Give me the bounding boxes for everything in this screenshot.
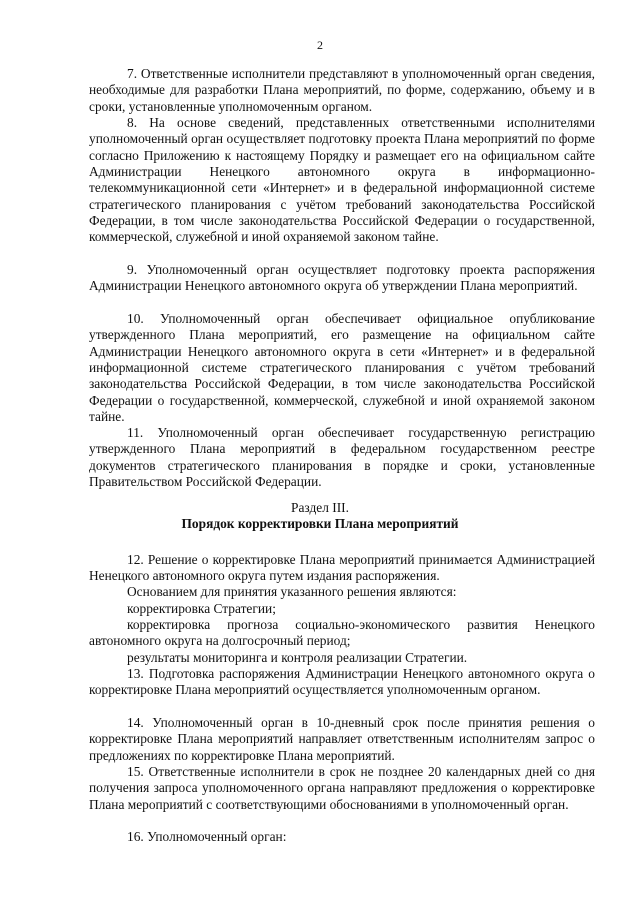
paragraph-13: 13. Подготовка распоряжения Администрации Ненецкого автономного округа о корректировке Плана мероприятий осуществляется уполномоченным органом. [89,666,595,698]
page-number: 2 [317,38,323,52]
paragraph-10: 10. Уполномоченный орган обеспечивает официальное опубликование утвержденного Плана мероприятий, его размещение на официальном сайте Администрации Ненецкого автономного округа в сети «Интернет» и в федеральной информационной системе стратегического планирования с учётом требований законодательства Российской Федерации, в том числе законодательства Российской Федерации о государственной, коммерческой, служебной и иной охраняемой законом тайне. [89,311,595,425]
grounds-intro: Основанием для принятия указанного решения являются: [127,584,457,599]
section-heading: Раздел III. [291,500,349,515]
paragraph-16: 16. Уполномоченный орган: [127,829,287,844]
ground-forecast: корректировка прогноза социально-экономического развития Ненецкого автономного округа на долгосрочный период; [89,617,595,649]
ground-strategy: корректировка Стратегии; [127,601,276,616]
paragraph-11: 11. Уполномоченный орган обеспечивает государственную регистрацию утвержденного Плана мероприятий в федеральном государственном реестре документов стратегического планирования в порядке и сроки, установленные Правительством Российской Федерации. [89,425,595,490]
section-title: Порядок корректировки Плана мероприятий [181,516,459,531]
paragraph-9: 9. Уполномоченный орган осуществляет подготовку проекта распоряжения Администрации Ненецкого автономного округа об утверждении Плана мероприятий. [89,262,595,294]
paragraph-15: 15. Ответственные исполнители в срок не позднее 20 календарных дней со дня получения запроса уполномоченного органа направляют предложения о корректировке Плана мероприятий с соответствующими обоснованиями в уполномоченный орган. [89,764,595,812]
paragraph-7: 7. Ответственные исполнители представляют в уполномоченный орган сведения, необходимые для разработки Плана мероприятий, по форме, содержанию, объему и в сроки, установленные уполномоченным органом. [89,66,595,114]
ground-monitoring: результаты мониторинга и контроля реализации Стратегии. [127,650,468,665]
paragraph-14: 14. Уполномоченный орган в 10-дневный срок после принятия решения о корректировке Плана мероприятий направляет ответственным исполнителям запрос о предложениях по корректировке Плана мероприятий. [89,715,595,763]
paragraph-12: 12. Решение о корректировке Плана мероприятий принимается Администрацией Ненецкого автономного округа путем издания распоряжения. [89,552,595,584]
paragraph-8: 8. На основе сведений, представленных ответственными исполнителями уполномоченный орган осуществляет подготовку проекта Плана мероприятий по форме согласно Приложению к настоящему Порядку и размещает его на официальном сайте Администрации Ненецкого автономного округа в информационно-телекоммуникационной сети «Интернет» и в федеральной информационной системе стратегического планирования с учётом требований законодательства Российской Федерации, в том числе законодательства Российской Федерации о государственной, коммерческой, служебной и иной охраняемой законом тайне. [89,115,595,245]
